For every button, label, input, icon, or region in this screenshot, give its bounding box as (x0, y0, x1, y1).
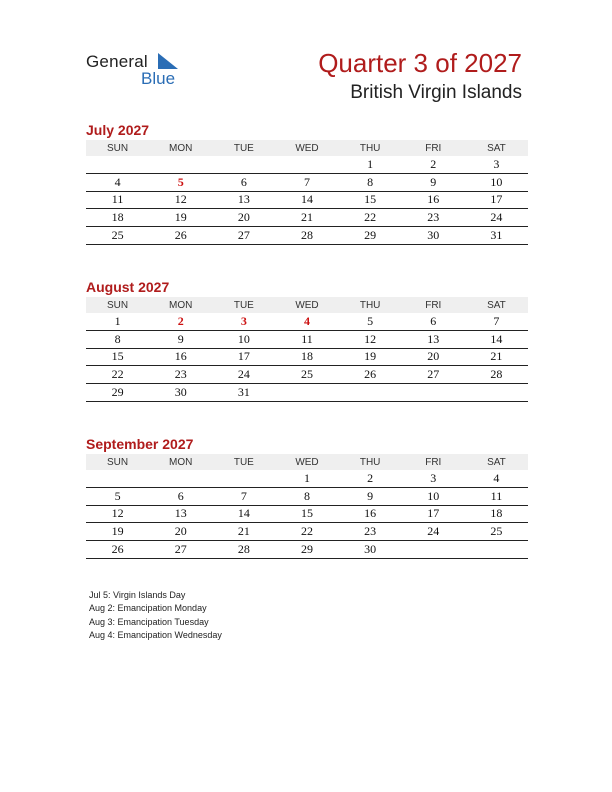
day-cell: 8 (275, 487, 338, 505)
weekday-header: SAT (465, 297, 528, 313)
day-cell: 13 (212, 191, 275, 209)
day-cell: 26 (86, 541, 149, 559)
weekday-header: WED (275, 454, 338, 470)
day-cell: 16 (149, 348, 212, 366)
day-cell: 7 (212, 487, 275, 505)
day-cell: 23 (149, 366, 212, 384)
day-cell: 26 (149, 227, 212, 245)
day-cell: 20 (212, 209, 275, 227)
day-cell (149, 156, 212, 173)
weekday-header: TUE (212, 140, 275, 156)
weekday-header: SUN (86, 297, 149, 313)
day-cell: 28 (465, 366, 528, 384)
week-row (86, 366, 528, 384)
day-cell: 11 (275, 330, 338, 348)
week-row (86, 470, 528, 487)
day-cell: 20 (149, 523, 212, 541)
week-row (86, 209, 528, 227)
day-cell: 23 (402, 209, 465, 227)
weekday-header: TUE (212, 454, 275, 470)
day-cell: 21 (275, 209, 338, 227)
day-cell: 15 (339, 191, 402, 209)
day-cell: 9 (402, 173, 465, 191)
day-cell (402, 541, 465, 559)
week-row (86, 505, 528, 523)
day-cell: 5 (149, 173, 212, 191)
day-cell: 7 (465, 313, 528, 330)
day-cell: 17 (212, 348, 275, 366)
week-row (86, 541, 528, 559)
day-cell: 29 (86, 384, 149, 402)
holiday-note: Jul 5: Virgin Islands Day (89, 590, 186, 600)
day-cell: 10 (402, 487, 465, 505)
month-block-august (86, 279, 528, 402)
weekday-header-row (86, 454, 528, 470)
weekday-header: SAT (465, 454, 528, 470)
weekday-header: THU (339, 297, 402, 313)
day-cell: 19 (339, 348, 402, 366)
week-row (86, 313, 528, 330)
day-cell: 3 (212, 313, 275, 330)
week-row (86, 173, 528, 191)
day-cell: 13 (149, 505, 212, 523)
weekday-header: MON (149, 454, 212, 470)
weekday-header: MON (149, 297, 212, 313)
day-cell: 17 (465, 191, 528, 209)
calendar-grid (86, 140, 528, 245)
day-cell: 15 (275, 505, 338, 523)
day-cell (86, 470, 149, 487)
month-title: August 2027 (86, 279, 170, 295)
weekday-header: WED (275, 297, 338, 313)
day-cell: 10 (465, 173, 528, 191)
day-cell: 12 (86, 505, 149, 523)
holiday-notes (89, 589, 222, 642)
weekday-header: WED (275, 140, 338, 156)
day-cell (275, 156, 338, 173)
day-cell: 17 (402, 505, 465, 523)
day-cell: 30 (339, 541, 402, 559)
day-cell: 3 (402, 470, 465, 487)
weekday-header: FRI (402, 297, 465, 313)
day-cell (275, 384, 338, 402)
month-title: July 2027 (86, 122, 150, 138)
day-cell: 18 (86, 209, 149, 227)
week-row (86, 384, 528, 402)
day-cell: 27 (149, 541, 212, 559)
day-cell: 25 (86, 227, 149, 245)
page-title: Quarter 3 of 2027 (318, 48, 522, 78)
holiday-note: Aug 4: Emancipation Wednesday (89, 629, 222, 640)
week-row (86, 487, 528, 505)
weekday-header-row (86, 140, 528, 156)
day-cell: 27 (402, 366, 465, 384)
month-block-july (86, 122, 528, 245)
day-cell: 9 (149, 330, 212, 348)
country-name: British Virgin Islands (350, 82, 522, 103)
week-row (86, 191, 528, 209)
weekday-header-row (86, 297, 528, 313)
day-cell: 4 (275, 313, 338, 330)
day-cell: 7 (275, 173, 338, 191)
day-cell: 22 (86, 366, 149, 384)
day-cell: 30 (149, 384, 212, 402)
weekday-header: MON (149, 140, 212, 156)
day-cell: 28 (275, 227, 338, 245)
day-cell: 3 (465, 156, 528, 173)
weekday-header: SAT (465, 140, 528, 156)
day-cell: 6 (212, 173, 275, 191)
day-cell (212, 470, 275, 487)
day-cell: 12 (339, 330, 402, 348)
day-cell: 26 (339, 366, 402, 384)
day-cell: 27 (212, 227, 275, 245)
weekday-header: SUN (86, 140, 149, 156)
day-cell: 4 (86, 173, 149, 191)
day-cell: 8 (86, 330, 149, 348)
day-cell: 23 (339, 523, 402, 541)
day-cell: 31 (212, 384, 275, 402)
day-cell: 25 (275, 366, 338, 384)
day-cell: 14 (212, 505, 275, 523)
day-cell: 16 (402, 191, 465, 209)
day-cell: 31 (465, 227, 528, 245)
weekday-header: THU (339, 140, 402, 156)
day-cell: 18 (275, 348, 338, 366)
day-cell (339, 384, 402, 402)
day-cell: 6 (402, 313, 465, 330)
weekday-header: TUE (212, 297, 275, 313)
generalblue-logo (86, 52, 186, 88)
day-cell: 4 (465, 470, 528, 487)
month-block-september (86, 436, 528, 559)
day-cell (402, 384, 465, 402)
day-cell: 1 (275, 470, 338, 487)
weekday-header: SUN (86, 454, 149, 470)
day-cell: 8 (339, 173, 402, 191)
day-cell: 24 (212, 366, 275, 384)
day-cell: 2 (402, 156, 465, 173)
month-title: September 2027 (86, 436, 194, 452)
day-cell (149, 470, 212, 487)
day-cell: 28 (212, 541, 275, 559)
day-cell: 18 (465, 505, 528, 523)
logo-word-general: General (86, 52, 148, 71)
day-cell: 29 (275, 541, 338, 559)
week-row (86, 330, 528, 348)
day-cell: 6 (149, 487, 212, 505)
day-cell: 14 (275, 191, 338, 209)
day-cell: 15 (86, 348, 149, 366)
weekday-header: THU (339, 454, 402, 470)
day-cell: 19 (149, 209, 212, 227)
day-cell: 16 (339, 505, 402, 523)
day-cell: 11 (465, 487, 528, 505)
day-cell: 2 (149, 313, 212, 330)
day-cell (465, 384, 528, 402)
week-row (86, 523, 528, 541)
day-cell: 22 (275, 523, 338, 541)
day-cell: 12 (149, 191, 212, 209)
day-cell (86, 156, 149, 173)
week-row (86, 156, 528, 173)
day-cell: 24 (402, 523, 465, 541)
day-cell: 14 (465, 330, 528, 348)
day-cell: 5 (339, 313, 402, 330)
day-cell: 24 (465, 209, 528, 227)
calendar-grid (86, 297, 528, 402)
day-cell: 1 (339, 156, 402, 173)
logo-word-blue: Blue (141, 69, 176, 88)
day-cell: 11 (86, 191, 149, 209)
weekday-header: FRI (402, 140, 465, 156)
day-cell: 21 (465, 348, 528, 366)
holiday-note: Aug 2: Emancipation Monday (89, 603, 207, 614)
day-cell (212, 156, 275, 173)
day-cell: 5 (86, 487, 149, 505)
day-cell: 30 (402, 227, 465, 245)
day-cell: 10 (212, 330, 275, 348)
week-row (86, 348, 528, 366)
day-cell: 1 (86, 313, 149, 330)
day-cell: 25 (465, 523, 528, 541)
day-cell (465, 541, 528, 559)
day-cell: 20 (402, 348, 465, 366)
day-cell: 19 (86, 523, 149, 541)
day-cell: 9 (339, 487, 402, 505)
day-cell: 13 (402, 330, 465, 348)
day-cell: 21 (212, 523, 275, 541)
weekday-header: FRI (402, 454, 465, 470)
calendar-grid (86, 454, 528, 559)
holiday-note: Aug 3: Emancipation Tuesday (89, 616, 209, 627)
day-cell: 2 (339, 470, 402, 487)
week-row (86, 227, 528, 245)
day-cell: 22 (339, 209, 402, 227)
day-cell: 29 (339, 227, 402, 245)
